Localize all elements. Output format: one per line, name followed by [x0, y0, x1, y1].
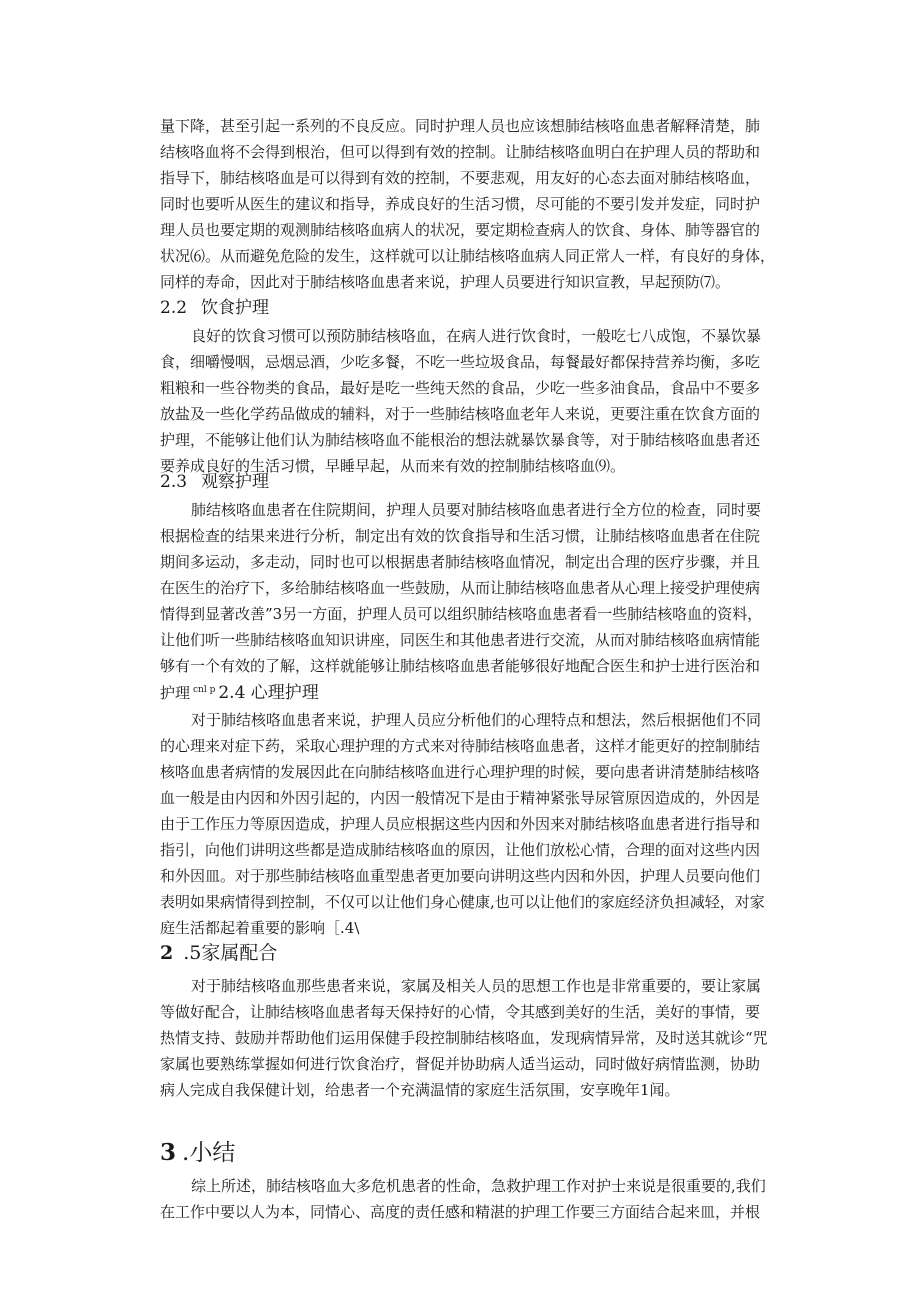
text-line: 结核咯血将不会得到根治，但可以得到有效的控制。让肺结核咯血明白在护理人员的帮助和 [160, 143, 761, 161]
text-line: 对于肺结核咯血那些患者来说，家属及相关人员的思想工作也是非常重要的，要让家属 [191, 977, 762, 995]
section-heading-2-3 [160, 471, 269, 493]
section-heading-2-4: 2.4 心理护理 [218, 683, 319, 703]
text-line: 热情支持、鼓励并帮助他们运用保健手段控制肺结核咯血，发现病情异常，及时送其就诊“咒 [160, 1029, 768, 1047]
section-heading-2-5 [160, 941, 277, 965]
text-line: 等做好配合，让肺结核咯血患者每天保持好的心情，令其感到美好的生活，美好的事情，要 [160, 1003, 761, 1021]
section-number: 2.2 [160, 298, 188, 318]
text-line: 让他们听一些肺结核咯血知识讲座，同医生和其他患者进行交流，从而对肺结核咯血病情能 [160, 631, 761, 649]
text-line: 同时也要听从医生的建议和指导，养成良好的生活习惯，尽可能的不要引发并发症，同时护 [160, 195, 761, 213]
text-line: 根据检查的结果来进行分析，制定出有效的饮食指导和生活习惯，让肺结核咯血患者在住院 [160, 527, 761, 545]
text-line: 良好的饮食习惯可以预防肺结核咯血，在病人进行饮食时，一般吃七八成饱，不暴饮暴 [191, 327, 762, 345]
text-fragment: 护理 [160, 684, 191, 702]
text-line: 够有一个有效的了解，这样就能够让肺结核咯血患者能够很好地配合医生和护士进行医治和 [160, 657, 761, 675]
text-line: 同样的寿命，因此对于肺结核咯血患者来说，护理人员要进行知识宣教，早起预防⑺。 [160, 273, 731, 291]
text-line: 情得到显著改善”3另一方面，护理人员可以组织肺结核咯血患者看一些肺结核咯血的资料， [160, 605, 763, 623]
text-line: 综上所述，肺结核咯血大多危机患者的性命，急救护理工作对护士来说是很重要的,我们 [191, 1177, 766, 1195]
text-line: 在工作中要以人为本，同情心、高度的责任感和精湛的护理工作要三方面结合起来皿，并根 [160, 1203, 761, 1221]
text-line: 量下降，甚至引起一系列的不良反应。同时护理人员也应该想肺结核咯血患者解释清楚，肺 [160, 117, 761, 135]
section-heading-3 [160, 1139, 235, 1167]
text-line: 理人员也要定期的观测肺结核咯血病人的状况，要定期检查病人的饮食、身体、肺等器官的 [160, 221, 761, 239]
section-title: 饮食护理 [201, 298, 270, 318]
text-line: 血一般是由内因和外因引起的，内因一般情况下是由于精神紧张导尿管原因造成的，外因是 [160, 789, 761, 807]
text-line: 食，细嚼慢咽，忌烟忌酒，少吃多餐，不吃一些垃圾食品，每餐最好都保持营养均衡，多吃 [160, 353, 761, 371]
citation-note: cnl p [193, 685, 216, 695]
section-title: .5家属配合 [183, 942, 278, 964]
text-line: 状况⑹。从而避免危险的发生，这样就可以让肺结核咯血病人同正常人一样，有良好的身体， [160, 247, 776, 265]
text-line: 指引，向他们讲明这些都是造成肺结核咯血的原因，让他们放松心情，合理的面对这些内因 [160, 841, 761, 859]
section-number: 2 [160, 942, 174, 964]
text-line: 家属也要熟练掌握如何进行饮食治疗，督促并协助病人适当运动，同时做好病情监测，协助 [160, 1055, 761, 1073]
text-line: 放盐及一些化学药品做成的辅料，对于一些肺结核咯血老年人来说，更要注重在饮食方面的 [160, 405, 761, 423]
text-line: 对于肺结核咯血患者来说，护理人员应分析他们的心理特点和想法，然后根据他们不同 [191, 711, 762, 729]
text-line-with-heading [160, 680, 319, 703]
text-line: 和外因皿。对于那些肺结核咯血重型患者更加要向讲明这些内因和外因，护理人员要向他们 [160, 867, 761, 885]
text-line: 肺结核咯血患者在住院期间，护理人员要对肺结核咯血患者进行全方位的检查，同时要 [191, 501, 762, 519]
section-number: 3 [160, 1139, 177, 1166]
text-line: 庭生活都起着重要的影响［.4\ [160, 919, 360, 937]
text-line: 的心理来对症下药，采取心理护理的方式来对待肺结核咯血患者，这样才能更好的控制肺结 [160, 737, 761, 755]
section-number: 2.3 [160, 472, 188, 492]
text-line: 期间多运动，多走动，同时也可以根据患者肺结核咯血情况，制定出合理的医疗步骤，并且 [160, 553, 761, 571]
text-line: 表明如果病情得到控制，不仅可以让他们身心健康,也可以让他们的家庭经济负担减轻，对家 [160, 893, 765, 911]
text-line: 核咯血患者病情的发展因此在向肺结核咯血进行心理护理的时候，要向患者讲清楚肺结核咯 [160, 763, 761, 781]
text-line: 要养成良好的生活习惯，早睡早起，从而来有效的控制肺结核咯血⑼。 [160, 457, 626, 475]
text-line: 在医生的治疗下，多给肺结核咯血一些鼓励，从而让肺结核咯血患者从心理上接受护理使病 [160, 579, 761, 597]
text-line: 指导下，肺结核咯血是可以得到有效的控制，不要悲观，用友好的心态去面对肺结核咯血， [160, 169, 761, 187]
section-title: .小结 [182, 1140, 236, 1166]
text-line: 粗粮和一些谷物类的食品，最好是吃一些纯天然的食品，少吃一些多油食品，食品中不要多 [160, 379, 761, 397]
text-line: 护理，不能够让他们认为肺结核咯血不能根治的想法就暴饮暴食等，对于肺结核咯血患者还 [160, 431, 761, 449]
text-line: 由于工作压力等原因造成，护理人员应根据这些内因和外因来对肺结核咯血患者进行指导和 [160, 815, 761, 833]
text-line: 病人完成自我保健计划，给患者一个充满温情的家庭生活氛围，安享晚年1闻。 [160, 1081, 680, 1099]
section-heading-2-2 [160, 297, 269, 319]
section-title: 观察护理 [201, 472, 270, 492]
